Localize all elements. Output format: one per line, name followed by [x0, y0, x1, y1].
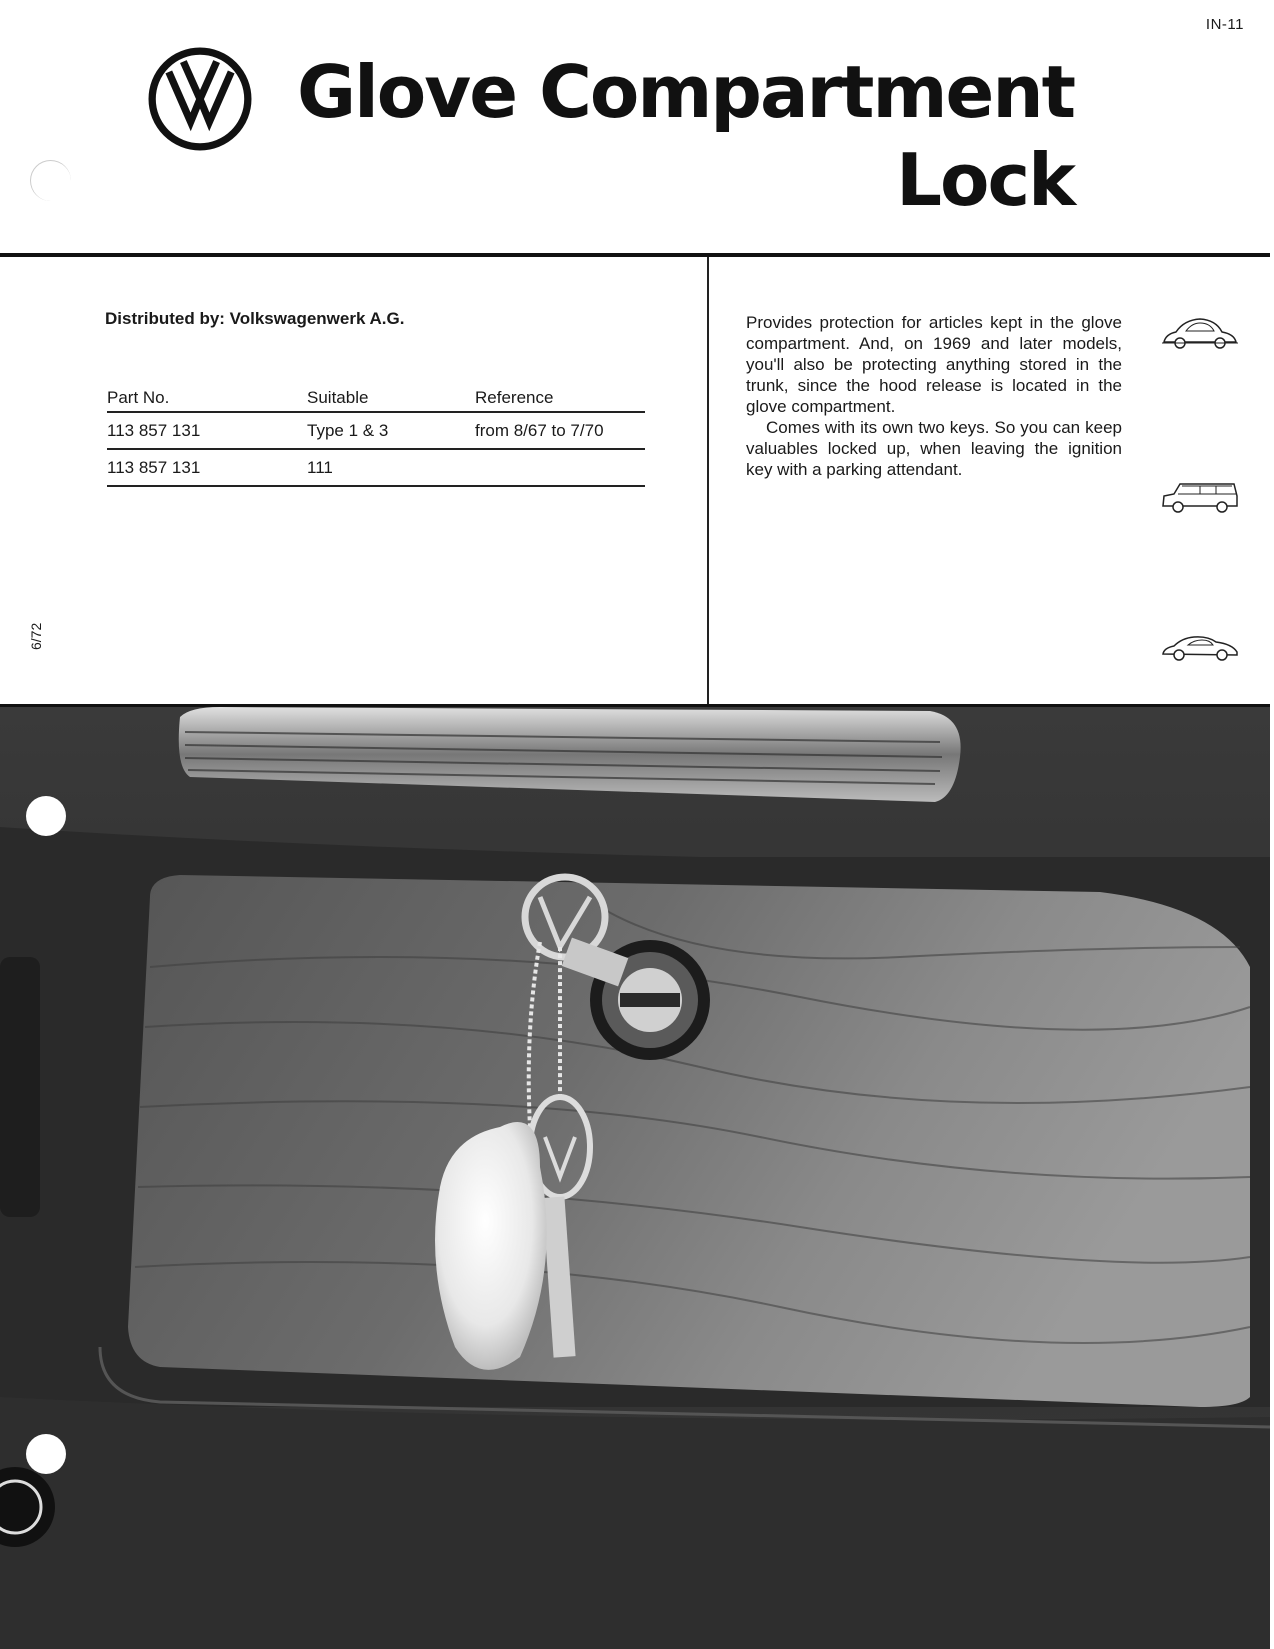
header-suitable: Suitable [307, 388, 475, 412]
table-row [107, 412, 645, 449]
header-part-no: Part No. [107, 388, 307, 412]
vw-logo-icon [148, 47, 252, 151]
date-code: 6/72 [28, 622, 44, 650]
glove-compartment-photo [0, 707, 1270, 1649]
header-reference: Reference [475, 388, 645, 412]
part-no-cell: 113 857 131 [107, 412, 307, 449]
part-no-cell: 113 857 131 [107, 449, 307, 486]
description-paragraph-2: Comes with its own two keys. So you can keep valuables locked up, when leaving the ignition key with a parking attendant. [746, 418, 1122, 479]
punch-hole-mark [30, 160, 71, 201]
table-header-row [107, 388, 645, 412]
suitable-cell: Type 1 & 3 [307, 412, 475, 449]
page-id: IN-11 [1205, 16, 1244, 33]
description [746, 312, 1122, 480]
karmann-ghia-icon [1160, 626, 1240, 666]
reference-cell [475, 449, 645, 486]
page-title [297, 48, 1074, 224]
description-paragraph-1: Provides protection for articles kept in the glove compartment. And, on 1969 and later models, you'll also be protecting anything stored in the trunk, since the hood release is located in the glove compartment. [746, 313, 1122, 416]
squareback-icon [1160, 476, 1240, 516]
top-rule [0, 253, 1270, 257]
punch-hole [26, 1434, 66, 1474]
parts-table [107, 388, 645, 487]
title-line-1: Glove Compartment [297, 50, 1074, 134]
suitable-cell: 111 [307, 449, 475, 486]
table-row [107, 449, 645, 486]
beetle-icon [1160, 312, 1240, 352]
reference-cell: from 8/67 to 7/70 [475, 412, 645, 449]
distributor-line: Distributed by: Volkswagenwerk A.G. [105, 309, 405, 328]
title-line-2: Lock [896, 138, 1074, 222]
column-divider [707, 257, 709, 707]
punch-hole [26, 796, 66, 836]
